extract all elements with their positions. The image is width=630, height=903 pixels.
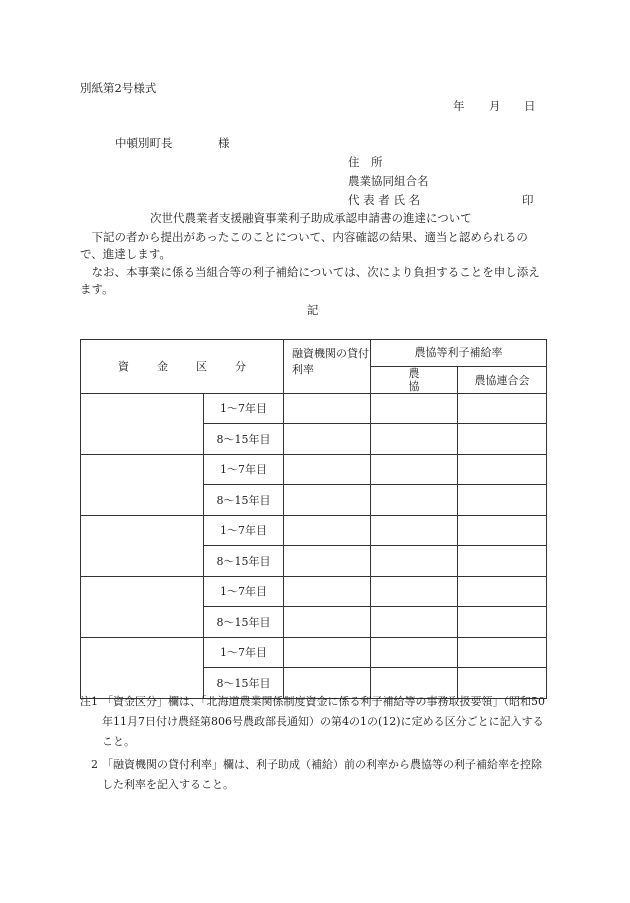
- honorific: 様: [218, 136, 230, 150]
- term-label: 8〜15年目: [204, 607, 284, 638]
- header-lending-rate: 融資機関の貸付利率: [284, 340, 371, 394]
- seal-mark: 印: [522, 193, 534, 207]
- fund-category-cell[interactable]: [81, 577, 204, 638]
- date-day: 日: [524, 99, 536, 113]
- note-2-label: 2: [91, 758, 98, 771]
- lending-rate-cell[interactable]: [284, 424, 371, 455]
- subsidy-table: [80, 339, 547, 699]
- noukyo-rate-cell[interactable]: [371, 546, 458, 577]
- form-number: 別紙第2号様式: [80, 81, 157, 95]
- rengo-rate-cell[interactable]: [458, 516, 547, 546]
- rengo-rate-cell[interactable]: [458, 424, 547, 455]
- rengo-rate-cell[interactable]: [458, 638, 547, 668]
- noukyo-rate-cell[interactable]: [371, 607, 458, 638]
- noukyo-rate-cell[interactable]: [371, 577, 458, 607]
- noukyo-rate-cell[interactable]: [371, 638, 458, 668]
- term-label: 1〜7年目: [204, 516, 284, 546]
- representative-label: 代 表 者 氏 名: [348, 193, 421, 207]
- notes-section: [80, 692, 550, 795]
- rengo-rate-cell[interactable]: [458, 577, 547, 607]
- lending-rate-cell[interactable]: [284, 455, 371, 485]
- fund-category-cell[interactable]: [81, 516, 204, 577]
- lending-rate-cell[interactable]: [284, 638, 371, 668]
- header-noukyo: 農協: [371, 367, 458, 394]
- lending-rate-cell[interactable]: [284, 485, 371, 516]
- rengo-rate-cell[interactable]: [458, 455, 547, 485]
- header-noukyo-rengo: 農協連合会: [458, 367, 547, 394]
- fund-category-cell[interactable]: [81, 394, 204, 455]
- fund-category-cell[interactable]: [81, 455, 204, 516]
- lending-rate-cell[interactable]: [284, 394, 371, 424]
- body-paragraph-1: 下記の者から提出があったこのことについて、内容確認の結果、適当と認められるので、進達します。: [80, 230, 528, 261]
- term-label: 1〜7年目: [204, 577, 284, 607]
- noukyo-rate-cell[interactable]: [371, 424, 458, 455]
- noukyo-rate-cell[interactable]: [371, 394, 458, 424]
- term-label: 8〜15年目: [204, 668, 284, 699]
- rengo-rate-cell[interactable]: [458, 485, 547, 516]
- term-label: 8〜15年目: [204, 485, 284, 516]
- addressee: 中頓別町長: [115, 136, 173, 150]
- rengo-rate-cell[interactable]: [458, 394, 547, 424]
- date-month: 月: [489, 99, 501, 113]
- rengo-rate-cell[interactable]: [458, 546, 547, 577]
- rengo-rate-cell[interactable]: [458, 607, 547, 638]
- document-title: 次世代農業者支援融資事業利子助成承認申請書の進達について: [150, 211, 472, 225]
- note-1-text: 「資金区分」欄は、「北海道農業関係制度資金に係る利子補給等の事務取扱要領」（昭和50年11月7日付け農経第806号農政部長通知）の第4の1の(12)に定める区分ごとに記入すること。: [102, 695, 545, 748]
- lending-rate-cell[interactable]: [284, 577, 371, 607]
- address-label: 住 所: [348, 155, 383, 169]
- noukyo-rate-cell[interactable]: [371, 516, 458, 546]
- lending-rate-cell[interactable]: [284, 516, 371, 546]
- ki-heading: 記: [307, 303, 319, 317]
- noukyo-rate-cell[interactable]: [371, 455, 458, 485]
- term-label: 8〜15年目: [204, 424, 284, 455]
- date-year: 年: [453, 99, 465, 113]
- header-subsidy-rate: 農協等利子補給率: [371, 340, 547, 367]
- note-1: [80, 692, 550, 752]
- body-paragraph-2: なお、本事業に係る当組合等の利子補給については、次により負担することを申し添えます。: [80, 265, 540, 296]
- fund-category-cell[interactable]: [81, 638, 204, 699]
- note-2-text: 「融資機関の貸付利率」欄は、利子助成（補給）前の利率から農協等の利子補給率を控除した利率を記入すること。: [102, 758, 542, 791]
- lending-rate-cell[interactable]: [284, 546, 371, 577]
- term-label: 1〜7年目: [204, 638, 284, 668]
- term-label: 1〜7年目: [204, 455, 284, 485]
- lending-rate-cell[interactable]: [284, 607, 371, 638]
- org-name-label: 農業協同組合名: [348, 174, 429, 188]
- noukyo-rate-cell[interactable]: [371, 485, 458, 516]
- header-fund-category: 資金区分: [81, 340, 284, 394]
- term-label: 1〜7年目: [204, 394, 284, 424]
- term-label: 8〜15年目: [204, 546, 284, 577]
- note-1-label: 注1: [80, 695, 98, 708]
- note-2: [80, 755, 550, 795]
